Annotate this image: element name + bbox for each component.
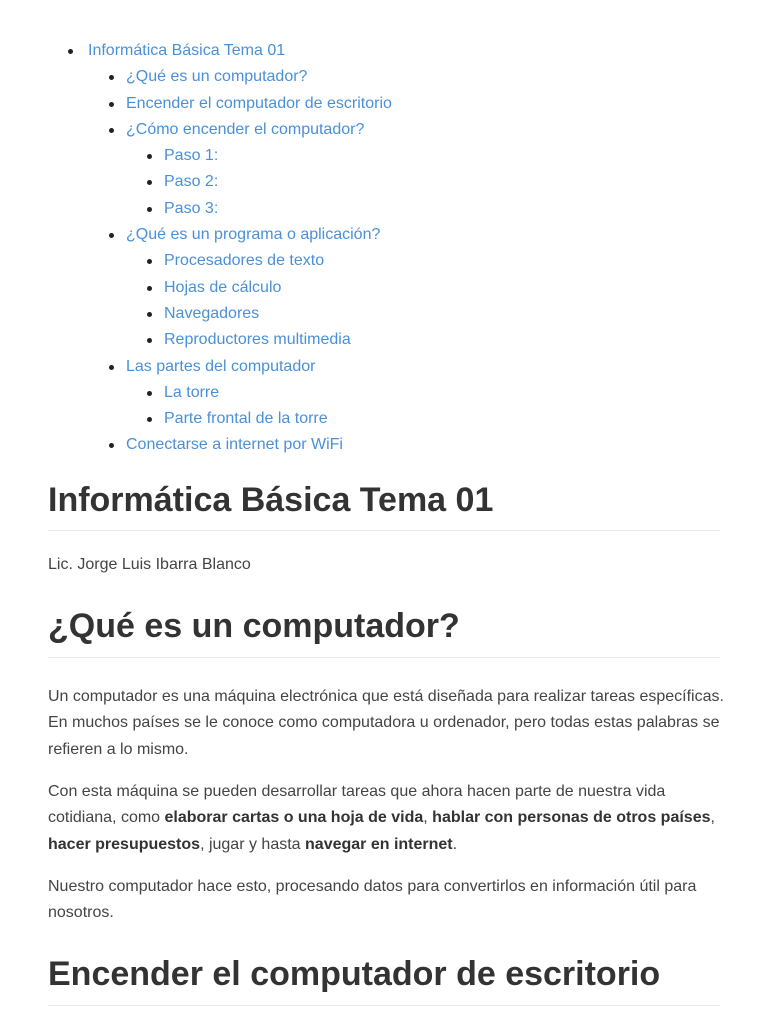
toc-item [0, 38, 392, 64]
toc-link[interactable]: Encender el computador de escritorio [126, 94, 392, 112]
toc-item [0, 248, 392, 274]
toc-item [0, 327, 392, 353]
paragraph-processing: Nuestro computador hace esto, procesando datos para convertirlos en información útil para nosotros. [48, 878, 697, 922]
toc-link-title[interactable]: Informática Básica Tema 01 [88, 42, 286, 59]
toc-item [0, 64, 392, 90]
toc-item [0, 169, 392, 195]
author-line: Lic. Jorge Luis Ibarra Blanco [48, 556, 251, 573]
toc-item [0, 275, 392, 301]
toc-link[interactable]: La torre [164, 383, 220, 401]
section-heading-encender: Encender el computador de escritorio [48, 955, 661, 993]
toc-link[interactable]: ¿Qué es un computador? [126, 68, 308, 86]
section-divider [48, 657, 720, 658]
toc-link[interactable]: ¿Cómo encender el computador? [126, 120, 365, 138]
toc-item [0, 91, 392, 117]
paragraph-definition: Un computador es una máquina electrónica que está diseñada para realizar tareas específicas. En muchos países se le conoce como computadora u ordenador, pero todas estas palabras se refieren a lo mismo. [48, 688, 724, 758]
title-divider [48, 530, 720, 531]
toc-link[interactable]: Paso 3: [164, 199, 219, 217]
bold-phrase: hacer presupuestos [48, 835, 201, 853]
toc-item [0, 380, 392, 406]
paragraph-tasks: Con esta máquina se pueden desarrollar tareas que ahora hacen parte de nuestra vida cotidiana, como elaborar cartas o una hoja de vida, hablar con personas de otros países, hacer presupuestos, jugar y hasta navegar en internet. [48, 783, 715, 853]
page-title: Informática Básica Tema 01 [48, 481, 494, 519]
toc-item [0, 432, 392, 458]
toc-item [0, 222, 392, 248]
toc-link[interactable]: Procesadores de texto [164, 252, 325, 270]
toc-link[interactable]: Las partes del computador [126, 357, 316, 375]
toc-item [0, 354, 392, 380]
toc-link[interactable]: Hojas de cálculo [164, 278, 282, 296]
table-of-contents [0, 38, 392, 459]
toc-link[interactable]: ¿Qué es un programa o aplicación? [126, 226, 381, 244]
bold-phrase: hablar con personas de otros países [432, 809, 711, 827]
toc-link[interactable]: Paso 2: [164, 173, 219, 191]
toc-item [0, 301, 392, 327]
toc-item [0, 117, 392, 143]
toc-item [0, 196, 392, 222]
toc-item [0, 406, 392, 432]
toc-item [0, 143, 392, 169]
bold-phrase: elaborar cartas o una hoja de vida [164, 809, 424, 827]
toc-link[interactable]: Paso 1: [164, 147, 219, 165]
bold-phrase: navegar en internet [305, 835, 453, 853]
toc-link[interactable]: Reproductores multimedia [164, 331, 351, 349]
toc-link[interactable]: Parte frontal de la torre [164, 410, 328, 428]
toc-link[interactable]: Conectarse a internet por WiFi [126, 436, 343, 454]
section-heading-computador: ¿Qué es un computador? [48, 607, 460, 645]
toc-link[interactable]: Navegadores [164, 304, 260, 322]
section-divider [48, 1005, 720, 1006]
